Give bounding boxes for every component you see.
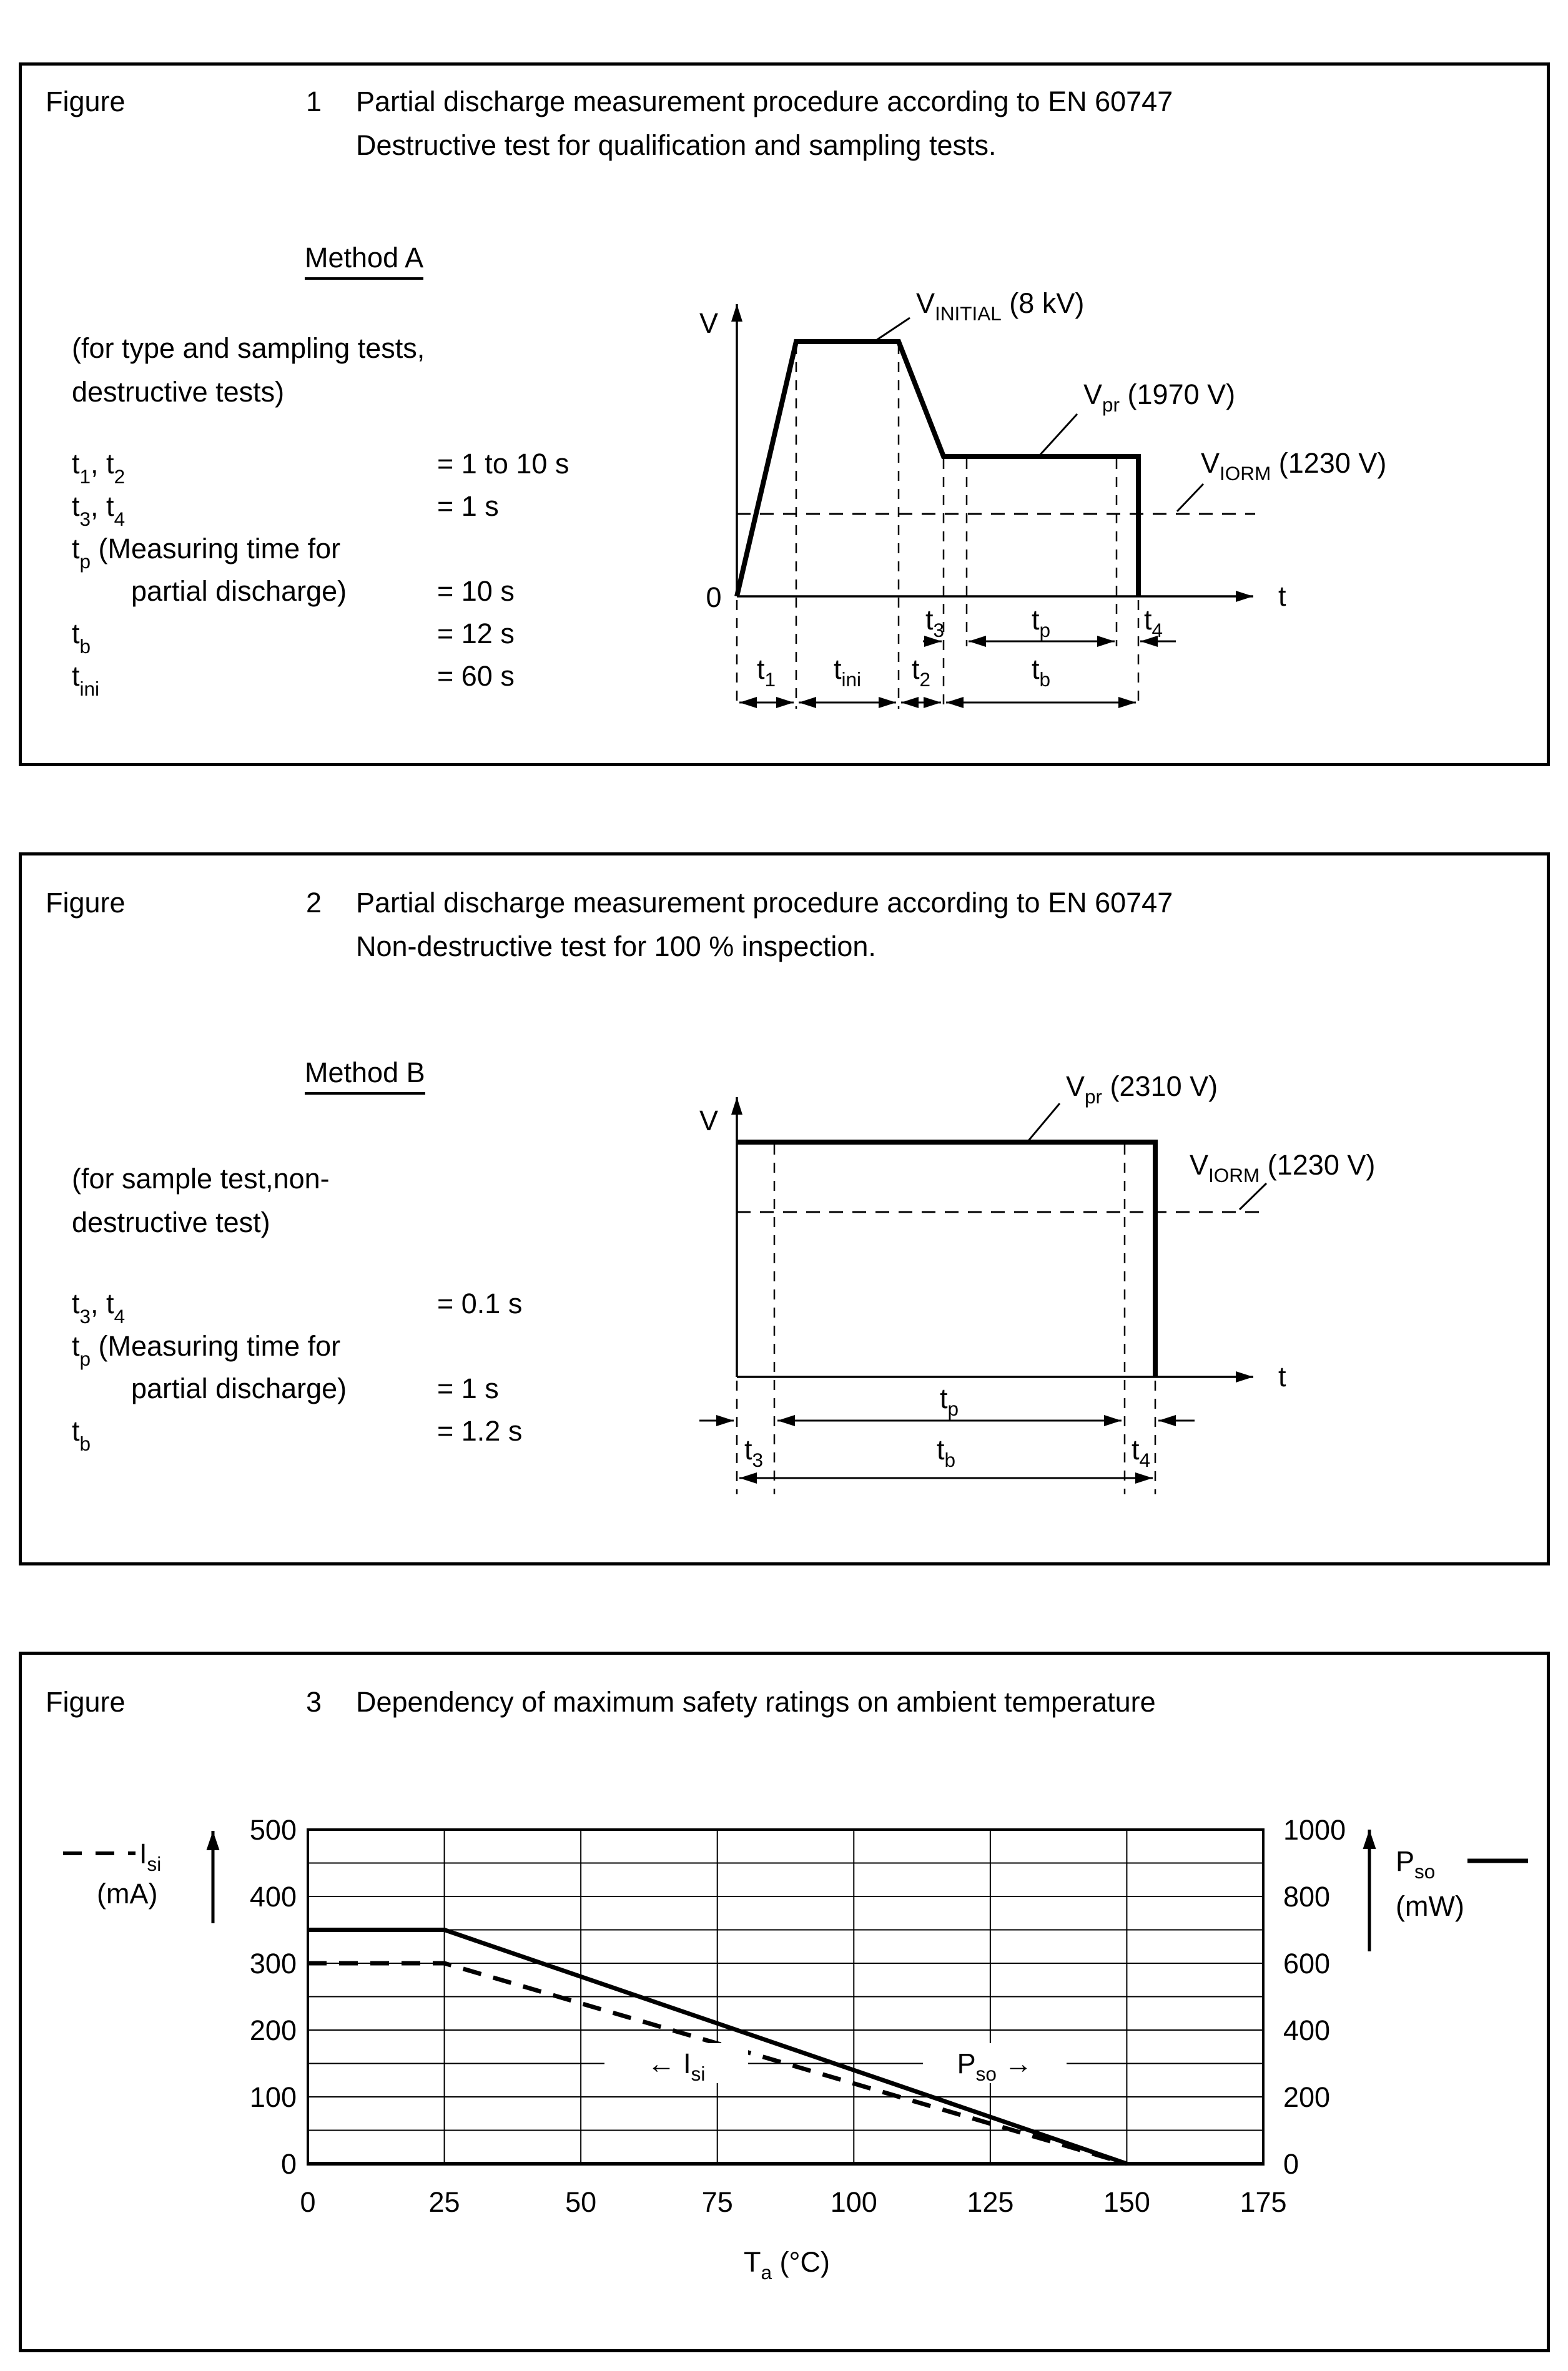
svg-text:200: 200 <box>1283 2081 1331 2113</box>
figure1-title-line2: Destructive test for qualification and sampling tests. <box>356 129 997 161</box>
v-initial-label: $V_{INITIAL}$ (8 kV) <box>916 287 1085 325</box>
dim-t2-label: $t_2$ <box>911 653 931 691</box>
t-axis-label: t <box>1278 580 1286 612</box>
param-name: partial discharge) <box>131 575 347 607</box>
figure2-box <box>19 852 1550 1565</box>
isi-legend-label: $I_{si}$ <box>139 1838 162 1875</box>
dashed-guides <box>737 344 1138 709</box>
svg-text:25: 25 <box>428 2186 460 2218</box>
figure1-number: 1 <box>306 86 322 117</box>
dim-tp-label: $t_p$ <box>939 1383 959 1420</box>
v-iorm-label: $V_{IORM}$ (1230 V) <box>1201 447 1387 485</box>
param-name: $t_3$, $t_4$ <box>72 1288 126 1328</box>
right-axis-ticks <box>1283 1814 1346 2180</box>
dim-tb-label: $t_b$ <box>1031 653 1051 691</box>
param-value: = 1 to 10 s <box>437 448 570 480</box>
figure3-label: Figure <box>46 1686 126 1718</box>
svg-text:175: 175 <box>1240 2186 1287 2218</box>
svg-text:100: 100 <box>830 2186 877 2218</box>
dim-t4-label: $t_4$ <box>1131 1434 1151 1471</box>
param-value: = 1.2 s <box>437 1415 523 1447</box>
dim-t1-label: $t_1$ <box>756 653 776 691</box>
origin-label: 0 <box>706 581 722 613</box>
svg-text:0: 0 <box>280 2148 297 2180</box>
svg-text:600: 600 <box>1283 1948 1331 1979</box>
figure2-timing-diagram <box>678 1065 1496 1539</box>
figure2-label: Figure <box>46 887 126 919</box>
param-name: partial discharge) <box>131 1373 347 1404</box>
figure1-condition-line2: destructive tests) <box>72 376 285 408</box>
dim-t3-label: $t_3$ <box>925 604 945 641</box>
gridlines <box>308 1830 1263 2164</box>
param-name: $t_b$ <box>72 1415 91 1455</box>
figure3-line-chart <box>39 1798 1538 2329</box>
param-value: = 1 s <box>437 490 499 522</box>
svg-text:800: 800 <box>1283 1881 1331 1913</box>
left-axis-ticks <box>250 1814 297 2180</box>
param-value: = 10 s <box>437 575 515 607</box>
v-axis-label: V <box>699 1105 719 1136</box>
param-name: $t_p$ (Measuring time for <box>72 533 341 573</box>
svg-text:0: 0 <box>1283 2148 1299 2180</box>
figure1-timing-diagram <box>678 272 1496 727</box>
pso-legend-unit: (mW) <box>1396 1890 1464 1922</box>
param-name: $t_b$ <box>72 618 91 658</box>
svg-text:75: 75 <box>701 2186 733 2218</box>
svg-text:500: 500 <box>249 1814 297 1846</box>
v-iorm-label: $V_{IORM}$ (1230 V) <box>1190 1149 1376 1186</box>
figure2-condition-line2: destructive test) <box>72 1206 270 1238</box>
param-value: = 60 s <box>437 660 515 692</box>
dim-t4-label: $t_4$ <box>1143 604 1163 641</box>
pso-annotation: $P_{so}$ → <box>957 2048 1033 2085</box>
figure2-condition-line1: (for sample test,non- <box>72 1163 330 1195</box>
dim-t3-label: $t_3$ <box>744 1434 764 1471</box>
param-name: $t_{ini}$ <box>72 660 100 700</box>
x-axis-ticks <box>300 2186 1286 2218</box>
x-axis-title: $T_a$ (°C) <box>744 2246 830 2284</box>
figure1-label: Figure <box>46 86 126 117</box>
isi-annotation: ← $I_{si}$ <box>647 2048 706 2085</box>
voltage-waveform <box>737 1142 1155 1377</box>
pso-legend <box>1369 1830 1528 1951</box>
dashed-guides <box>737 1145 1155 1494</box>
svg-text:200: 200 <box>249 2014 297 2046</box>
svg-text:400: 400 <box>249 1881 297 1913</box>
isi-legend <box>63 1831 213 1923</box>
isi-legend-unit: (mA) <box>97 1878 158 1910</box>
figure3-box <box>19 1652 1550 2352</box>
dim-tb-label: $t_b$ <box>936 1434 956 1471</box>
param-name: $t_3$, $t_4$ <box>72 490 126 530</box>
leader-lines <box>874 318 1203 511</box>
svg-text:100: 100 <box>249 2081 297 2113</box>
dim-tp-label: $t_p$ <box>1031 604 1051 641</box>
figure1-title-line1: Partial discharge measurement procedure according to EN 60747 <box>356 86 1173 117</box>
param-name: $t_p$ (Measuring time for <box>72 1330 341 1370</box>
svg-text:150: 150 <box>1103 2186 1150 2218</box>
v-axis-label: V <box>699 307 719 339</box>
t-axis-label: t <box>1278 1361 1286 1393</box>
figure2-title-line2: Non-destructive test for 100 % inspection. <box>356 930 876 962</box>
figure2-title-line1: Partial discharge measurement procedure according to EN 60747 <box>356 887 1173 919</box>
pso-legend-label: $P_{so}$ <box>1396 1845 1436 1883</box>
svg-text:0: 0 <box>300 2186 316 2218</box>
param-name: $t_1$, $t_2$ <box>72 448 126 488</box>
figure3-title: Dependency of maximum safety ratings on ambient temperature <box>356 1686 1156 1718</box>
figure1-box <box>19 62 1550 766</box>
figure2-number: 2 <box>306 887 322 919</box>
param-value: = 1 s <box>437 1373 499 1404</box>
param-value: = 12 s <box>437 618 515 649</box>
figure1-condition-line1: (for type and sampling tests, <box>72 332 425 364</box>
svg-text:300: 300 <box>249 1948 297 1979</box>
svg-text:400: 400 <box>1283 2014 1331 2046</box>
figure1-method-heading: Method A <box>305 242 423 280</box>
leader-lines <box>1027 1103 1266 1210</box>
svg-text:50: 50 <box>565 2186 597 2218</box>
figure3-number: 3 <box>306 1686 322 1718</box>
svg-text:125: 125 <box>967 2186 1014 2218</box>
svg-text:1000: 1000 <box>1283 1814 1346 1846</box>
v-pr-label: $V_{pr}$ (2310 V) <box>1066 1070 1218 1108</box>
v-pr-label: $V_{pr}$ (1970 V) <box>1083 378 1236 416</box>
figure2-method-heading: Method B <box>305 1057 425 1095</box>
param-value: = 0.1 s <box>437 1288 523 1319</box>
dim-tini-label: $t_{ini}$ <box>833 653 862 691</box>
voltage-waveform <box>737 342 1138 596</box>
